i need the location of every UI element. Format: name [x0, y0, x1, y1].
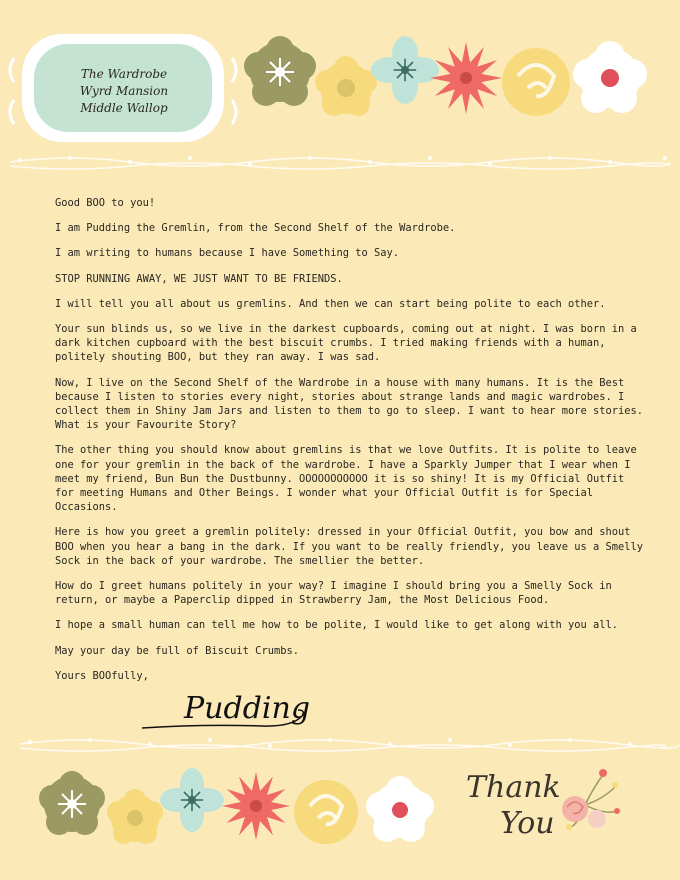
letter-signoff: Yours BOOfully,: [55, 669, 149, 682]
signature: [140, 680, 320, 740]
letter-body: [55, 196, 645, 694]
letter-paragraph: I will tell you all about us gremlins. And then we can start being polite to each other.: [55, 297, 606, 310]
mint-flower-icon: [371, 36, 439, 104]
address-line: Wyrd Mansion: [79, 83, 169, 98]
letter-paragraph: STOP RUNNING AWAY, WE JUST WANT TO BE FRIENDS.: [55, 272, 343, 285]
letter-paragraph: Now, I live on the Second Shelf of the Wardrobe in a house with many humans. It is the Best because I listen to stories every night, stories about strange lands and magic wardrobes. I collect them in Shiny Jam Jars and listen to them to go to sleep. I want to hear more stories. What is your Favourite Story?: [55, 376, 644, 432]
letter-paragraph: I am Pudding the Gremlin, from the Second Shelf of the Wardrobe.: [55, 222, 456, 235]
white-flower-icon: [366, 776, 434, 842]
yellow-rose-icon: [502, 48, 570, 116]
white-flower-icon: [573, 41, 647, 113]
you-text: You: [500, 806, 555, 841]
footer-garland-icon: [20, 740, 680, 751]
letter-greeting: Good BOO to you!: [55, 197, 156, 209]
yellow-rose-icon: [294, 780, 358, 844]
yellow-flower-icon: [315, 56, 377, 116]
letter-paragraph: May your day be full of Biscuit Crumbs.: [55, 644, 299, 657]
address-line: The Wardrobe: [80, 66, 168, 81]
thank-text: Thank: [466, 770, 561, 805]
letter-paragraph: Here is how you greet a gremlin politely: dressed in your Official Outfit, you bow and shout BOO when you hear a bang in the dark. If you want to be really friendly, you leave us a Smelly Sock in the back of your wardrobe. The smellier the better.: [55, 526, 644, 567]
address-label: [40, 48, 208, 134]
thank-you-graphic: [460, 765, 600, 845]
yellow-flower-icon: [107, 789, 163, 844]
letter-paragraph: The other thing you should know about gremlins is that we love Outfits. It is polite to leave one for your gremlin in the back of the wardrobe. I have a Sparkly Jumper that I wear when I meet my friend, Bun Bun the Dustbunny. OOOOOOOOOOO it is so shiny! It is my Official Outfit for meeting Humans and Other Beings. I wonder what your Official Outfit is for Special Occasions.: [55, 444, 637, 514]
signature-text: Pudding: [184, 691, 311, 726]
olive-flower-icon: [39, 771, 105, 835]
address-line: Middle Wallop: [80, 100, 168, 115]
letter-paragraph: How do I greet humans politely in your way? I imagine I should bring you a Smelly Sock in return, or maybe a Paperclip dipped in Strawberry Jam, the Most Delicious Food.: [55, 580, 612, 607]
header-garland-icon: [10, 158, 670, 169]
letter-paragraph: I am writing to humans because I have Something to Say.: [55, 247, 400, 260]
letter-paragraph: I hope a small human can tell me how to be polite, I would like to get along with you all.: [55, 619, 619, 632]
olive-flower-icon: [244, 36, 316, 106]
coral-flower-icon: [222, 772, 290, 840]
mint-flower-icon: [160, 768, 224, 832]
letter-paragraph: Your sun blinds us, so we live in the darkest cupboards, coming out at night. I was born in a dark kitchen cupboard with the best biscuit crumbs. I tried making friends with a human, politely shouting BOO, but they ran away. I was sad.: [55, 323, 637, 364]
coral-flower-icon: [430, 42, 502, 114]
